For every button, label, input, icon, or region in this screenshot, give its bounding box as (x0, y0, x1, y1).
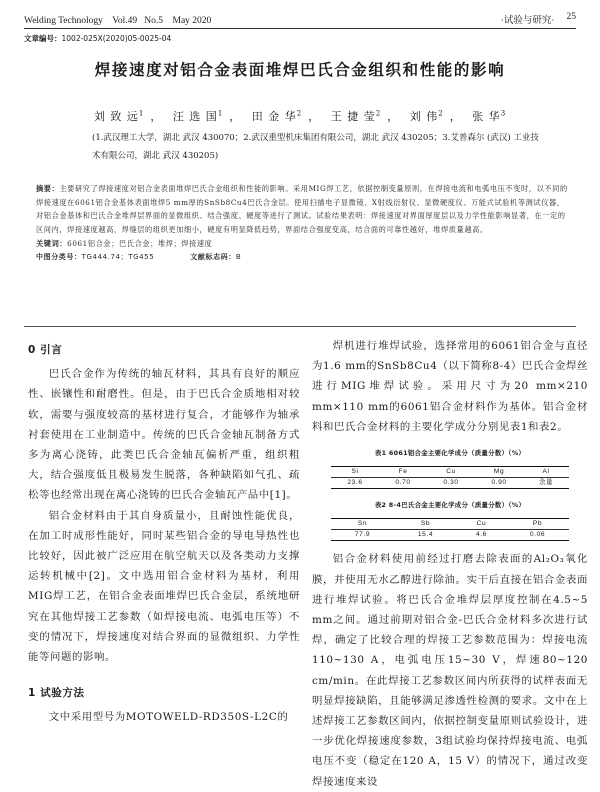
abstract-divider (24, 326, 576, 327)
article-number (24, 33, 171, 44)
section-heading-methods: 1 试验方法 (28, 687, 85, 700)
table-header-cell: Cu (427, 467, 475, 478)
section-heading-introduction: 0 引言 (28, 344, 63, 356)
table-header-cell: Al (523, 467, 569, 478)
paragraph: 铝合金材料使用前经过打磨去除表面的Al₂O₃氧化膜，并使用无水乙醇进行除油。实干后直接在铝合金表面进行堆焊试验。将巴氏合金堆焊层厚度控制在4.5~5 mm之间。通过前期对铝合金-巴氏合金材料多次进行试焊，确定了比较合理的焊接工艺参数范围为：焊接电流110~130 A，电弧电压15~30 V，焊速80~120 cm/min。在此焊接工艺参数区间内所获得的试样表面无明显焊接缺陷，且能够满足渗透性检测的要求。文中在上述焊接工艺参数区间内，依据控制变量原则试验设计，进一步优化焊接速度参数，3组试验均保持焊接电流、电弧电压不变（稳定在120 A，15 V）的情况下，通过改变焊接速度来设 (312, 553, 588, 788)
table-header-cell: Pb (506, 519, 569, 530)
paragraph: 铝合金材料由于其自身质量小，且耐蚀性能优良，在加工时成形性能好，同时某些铝合金的导电导热性也比较好，因此被广泛应用在航空航天以及各类动力支撑运转机械中[2]。文中选用铝合金材料为基材，利用MIG焊工艺，在铝合金表面堆焊巴氏合金层，系统地研究在其他焊接工艺参数（如焊接电流、电弧电压等）不变的情况下，焊接速度对结合界面的显微组织、力学性能等问题的影响。 (28, 509, 300, 664)
affiliation-line: (1.武汉理工大学，湖北 武汉 430070；2.武汉重型机床集团有限公司，湖北 武汉 430205；3.艾普森尔 (武汉) 工业技 (92, 133, 539, 143)
left-column (28, 336, 300, 728)
running-header (24, 10, 576, 26)
section-label: ·试验与研究· (500, 16, 555, 26)
header-rule (24, 28, 576, 29)
table-cell: 77.9 (331, 530, 394, 541)
table-cell: 0.90 (475, 478, 523, 489)
running-header-right (501, 12, 576, 26)
table-row (331, 530, 569, 541)
document-code: 文献标志码：B (190, 252, 242, 261)
paragraph: 巴氏合金作为传统的轴瓦材料，其具有良好的顺应性、嵌镶性和耐磨性。但是，由于巴氏合金质地相对较软，需要与强度较高的基材进行复合，才能够作为轴承衬套使用在工业制造中。传统的巴氏合金轴瓦制备方式多为离心浇铸，此类巴氏合金轴瓦偏析严重，组织粗大，结合强度低且极易发生脱落，各种缺陷如气孔、疏松等也经常出现在离心浇铸的巴氏合金轴瓦产品中[1]。 (28, 368, 300, 502)
table-cell: 0.06 (506, 530, 569, 541)
table-header-row (331, 467, 569, 478)
keywords-label: 关键词： (36, 239, 68, 249)
table-header-cell: Sb (394, 519, 457, 530)
abstract-text: 主要研究了焊接速度对铝合金表面堆焊巴氏合金组织和性能的影响。采用MIG焊工艺，依据控制变量原则，在焊接电流和电弧电压不变时，以不同的焊接速度在6061铝合金基体表面堆焊5 mm厚的SnSb8Cu4巴氏合金层。使用扫描电子显微镜、X射线衍射仪、显微硬度仪、万能式试验机等测试仪器，对铝合金基体和巴氏合金堆焊层界面的显微组织、结合强度、硬度等进行了测试。试验结果表明：焊接速度对界面厚度层以及力学性能影响显著，在一定的区间内，焊接速度越高，焊缝层的组织更加细小，硬度有明显降低趋势，界面结合强度变高，结合面的可靠性越好，堆焊质量越高。 (36, 184, 568, 234)
author: 汪 选 国$^1$ (172, 109, 224, 123)
classification-line (36, 251, 572, 265)
table-cell: 15.4 (394, 530, 457, 541)
paper-title: 焊接速度对铝合金表面堆焊巴氏合金组织和性能的影响 (94, 61, 506, 79)
journal-citation (24, 16, 211, 26)
table-cell: 0.30 (427, 478, 475, 489)
abstract-label: 摘要： (36, 184, 60, 193)
keywords-text: 6061铝合金；巴氏合金；堆焊；焊接速度 (67, 239, 213, 249)
author: 张 华$^3$ (472, 109, 507, 123)
table-header-cell: Sn (331, 519, 394, 530)
paragraph: 焊机进行堆焊试验，选择常用的6061铝合金与直径为1.6 mm的SnSb8Cu4（以下简称8-4）巴氏合金焊丝进行MIG堆焊试验。采用尺寸为20 mm×210 mm×110 mm的6061铝合金材料作为基体。铝合金材料和巴氏合金材料的主要化学成分分别见表1和表2。 (312, 340, 588, 433)
paragraph: 文中采用型号为MOTOWELD-RD350S-L2C的 (48, 711, 289, 724)
author: 刘 致 远$^1$ (93, 109, 145, 123)
right-column (312, 336, 588, 792)
table1-aluminum-composition (331, 466, 569, 489)
table-header-cell: Mg (475, 467, 523, 478)
author: 王 捷 莹$^2$ (330, 109, 382, 123)
table-cell: 余量 (523, 478, 569, 489)
author: 田 金 华$^2$ (251, 109, 303, 123)
journal-issue: No.5 (144, 16, 163, 26)
article-number-value: 1002-025X(2020)05-0025-04 (61, 34, 172, 43)
author-list: 刘 致 远$^1$ ， 汪 选 国$^1$ ， 田 金 华$^2$ ， 王 捷 莹$^2$ ， 刘 伟$^2$ ， 张 华$^3$ (93, 109, 507, 123)
table-header-cell: Fe (379, 467, 427, 478)
page-number: 25 (566, 12, 576, 22)
affiliations (92, 129, 540, 165)
table-cell: 4.6 (457, 530, 506, 541)
keywords (36, 237, 572, 251)
table-cell: 23.6 (331, 478, 379, 489)
table2-babbitt-composition (331, 518, 569, 541)
table2-caption: 表2 8-4巴氏合金主要化学成分（质量分数）（%） (374, 501, 526, 510)
journal-name: Welding Technology (24, 16, 103, 26)
table-header-cell: Cu (457, 519, 506, 530)
table-cell: 0.70 (379, 478, 427, 489)
affiliation-line: 术有限公司，湖北 武汉 430205) (92, 151, 219, 161)
journal-volume: Vol.49 (112, 16, 138, 26)
article-number-label: 文章编号： (24, 34, 62, 43)
table-header-row (331, 519, 569, 530)
table-header-cell: Si (331, 467, 379, 478)
author: 刘 伟$^2$ (409, 109, 444, 123)
abstract (36, 182, 572, 236)
clc-number: 中图分类号：TG444.74；TG455 (36, 252, 155, 261)
abstract-block (36, 182, 572, 265)
journal-date: May 2020 (172, 16, 212, 26)
table1-caption: 表1 6061铝合金主要化学成分（质量分数）（%） (374, 449, 526, 458)
table-row (331, 478, 569, 489)
